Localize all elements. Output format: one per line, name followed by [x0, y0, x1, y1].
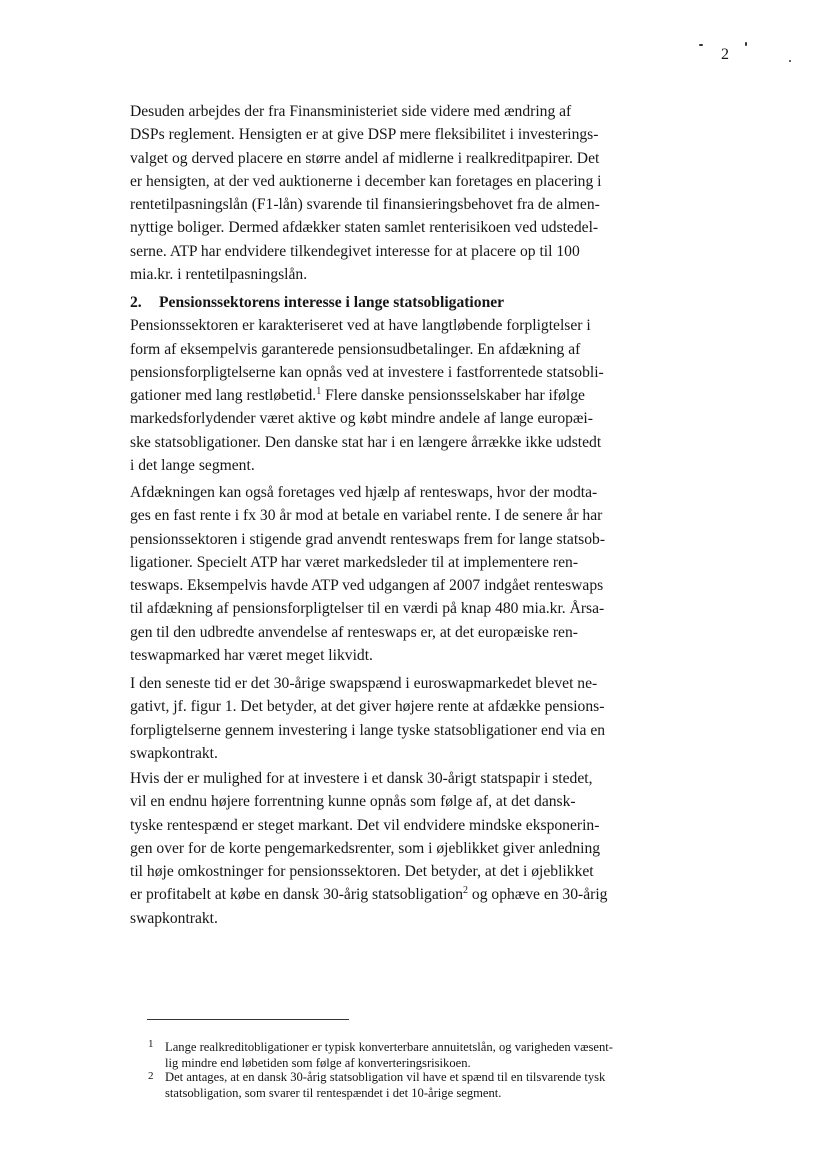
text-fragment: er profitabelt at købe en dansk 30-årig statsobligation	[130, 886, 464, 904]
text-line-with-footnote	[130, 883, 660, 906]
footnote-line: lig mindre end løbetiden som følge af konverteringsrisikoen.	[165, 1055, 471, 1070]
section-number: 2.	[130, 294, 142, 311]
text-line: teswaps. Eksempelvis havde ATP ved udgangen af 2007 indgået renteswaps	[130, 577, 604, 595]
footnote-ref: 2	[463, 885, 469, 897]
text-line: gativt, jf. figur 1. Det betyder, at det giver højere rente at afdække pensions-	[130, 698, 605, 716]
text-line: til afdækning af pensionsforpligtelser til en værdi på knap 480 mia.kr. Årsa-	[130, 600, 605, 618]
text-line: i det lange segment.	[130, 457, 255, 475]
text-line: mia.kr. i rentetilpasningslån.	[130, 266, 308, 284]
text-line: I den seneste tid er det 30-årige swapspænd i euroswapmarkedet blevet ne-	[130, 675, 598, 692]
text-line: valget og derved placere en større andel af midlerne i realkreditpapirer. Det	[130, 149, 600, 167]
text-line-with-footnote	[130, 384, 660, 407]
text-line: nyttige boliger. Dermed afdækker staten samlet renterisikoen ved udstedel-	[130, 219, 599, 237]
section-title: Pensionssektorens interesse i lange statsobligationer	[159, 294, 505, 311]
footnote-mark: 1	[148, 1038, 154, 1050]
text-line: Desuden arbejdes der fra Finansministeriet side videre med ændring af	[130, 103, 572, 120]
footnote-line: statsobligation, som svarer til rentespændet i det 10-årige segment.	[165, 1085, 502, 1100]
text-line: swapkontrakt.	[130, 909, 218, 927]
footnote-line: Det antages, at en dansk 30-årig statsobligation vil have et spænd til en tilsvarende tysk	[165, 1070, 606, 1084]
section-heading	[130, 291, 660, 314]
paragraph-swapspaend	[130, 672, 660, 765]
footnote-text	[165, 1040, 613, 1071]
text-fragment: Flere danske pensionsselskaber har ifølge	[321, 387, 585, 405]
footnote-mark: 2	[148, 1070, 154, 1082]
text-line: ske statsobligationer. Den danske stat har i en længere årrække ikke udstedt	[130, 433, 602, 451]
text-line: ligationer. Specielt ATP har været markedsleder til at implementere ren-	[130, 553, 579, 571]
text-line: gen til den udbredte anvendelse af renteswaps er, at det europæiske ren-	[130, 623, 578, 641]
text-line: swapkontrakt.	[130, 744, 218, 762]
footnote-text	[165, 1070, 605, 1101]
paragraph-dansk-statspapir	[130, 767, 660, 930]
text-line: vil en endnu højere forrentning kunne opnås som følge af, at det dansk-	[130, 793, 576, 811]
text-line: DSPs reglement. Hensigten er at give DSP mere fleksibilitet i investerings-	[130, 126, 599, 144]
text-line: pensionsforpligtelserne kan opnås ved at investere i fastforrentede statsobli-	[130, 363, 604, 381]
section-2	[130, 291, 660, 477]
footnote-line: Lange realkreditobligationer er typisk konverterbare annuitetslån, og varigheden væsent-	[165, 1040, 613, 1054]
text-line: tyske rentespænd er steget markant. Det vil endvidere mindske eksponerin-	[130, 816, 600, 834]
text-fragment: og ophæve en 30-årig	[468, 886, 608, 904]
text-line: ges en fast rente i fx 30 år mod at betale en variabel rente. I de senere år har	[130, 507, 603, 525]
text-line: Hvis der er mulighed for at investere i et dansk 30-årigt statspapir i stedet,	[130, 770, 593, 787]
footnote-ref: 1	[316, 386, 322, 398]
scan-speck	[745, 42, 747, 46]
scan-speck	[789, 60, 791, 62]
text-line: gen over for de korte pengemarkedsrenter, som i øjeblikket giver anledning	[130, 839, 601, 857]
paragraph-renteswaps	[130, 481, 660, 667]
text-line: Pensionssektoren er karakteriseret ved at have langtløbende forpligtelser i	[130, 317, 591, 335]
text-line: pensionssektoren i stigende grad anvendt renteswaps frem for lange statsob-	[130, 530, 606, 548]
text-line: til høje omkostninger for pensionssektoren. Det betyder, at det i øjeblikket	[130, 863, 594, 881]
text-fragment: gationer med lang restløbetid.	[130, 387, 317, 405]
text-line: teswapmarked har været meget likvidt.	[130, 647, 373, 665]
text-line: rentetilpasningslån (F1-lån) svarende til finansieringsbehovet fra de almen-	[130, 196, 600, 214]
page-number: 2	[721, 46, 729, 63]
footnote-separator	[147, 1019, 349, 1020]
text-line: serne. ATP har endvidere tilkendegivet interesse for at placere op til 100	[130, 242, 580, 260]
text-line: forpligtelserne gennem investering i lange tyske statsobligationer end via en	[130, 721, 606, 739]
text-line: Afdækningen kan også foretages ved hjælp af renteswaps, hvor der modta-	[130, 484, 598, 501]
scan-speck	[699, 44, 703, 46]
paragraph-dsp-reglement	[130, 100, 660, 286]
text-line: er hensigten, at der ved auktionerne i december kan foretages en placering i	[130, 172, 602, 190]
text-line: form af eksempelvis garanterede pensionsudbetalinger. En afdækning af	[130, 340, 581, 358]
text-line: markedsforlydender været aktive og købt mindre andele af lange europæi-	[130, 410, 593, 428]
